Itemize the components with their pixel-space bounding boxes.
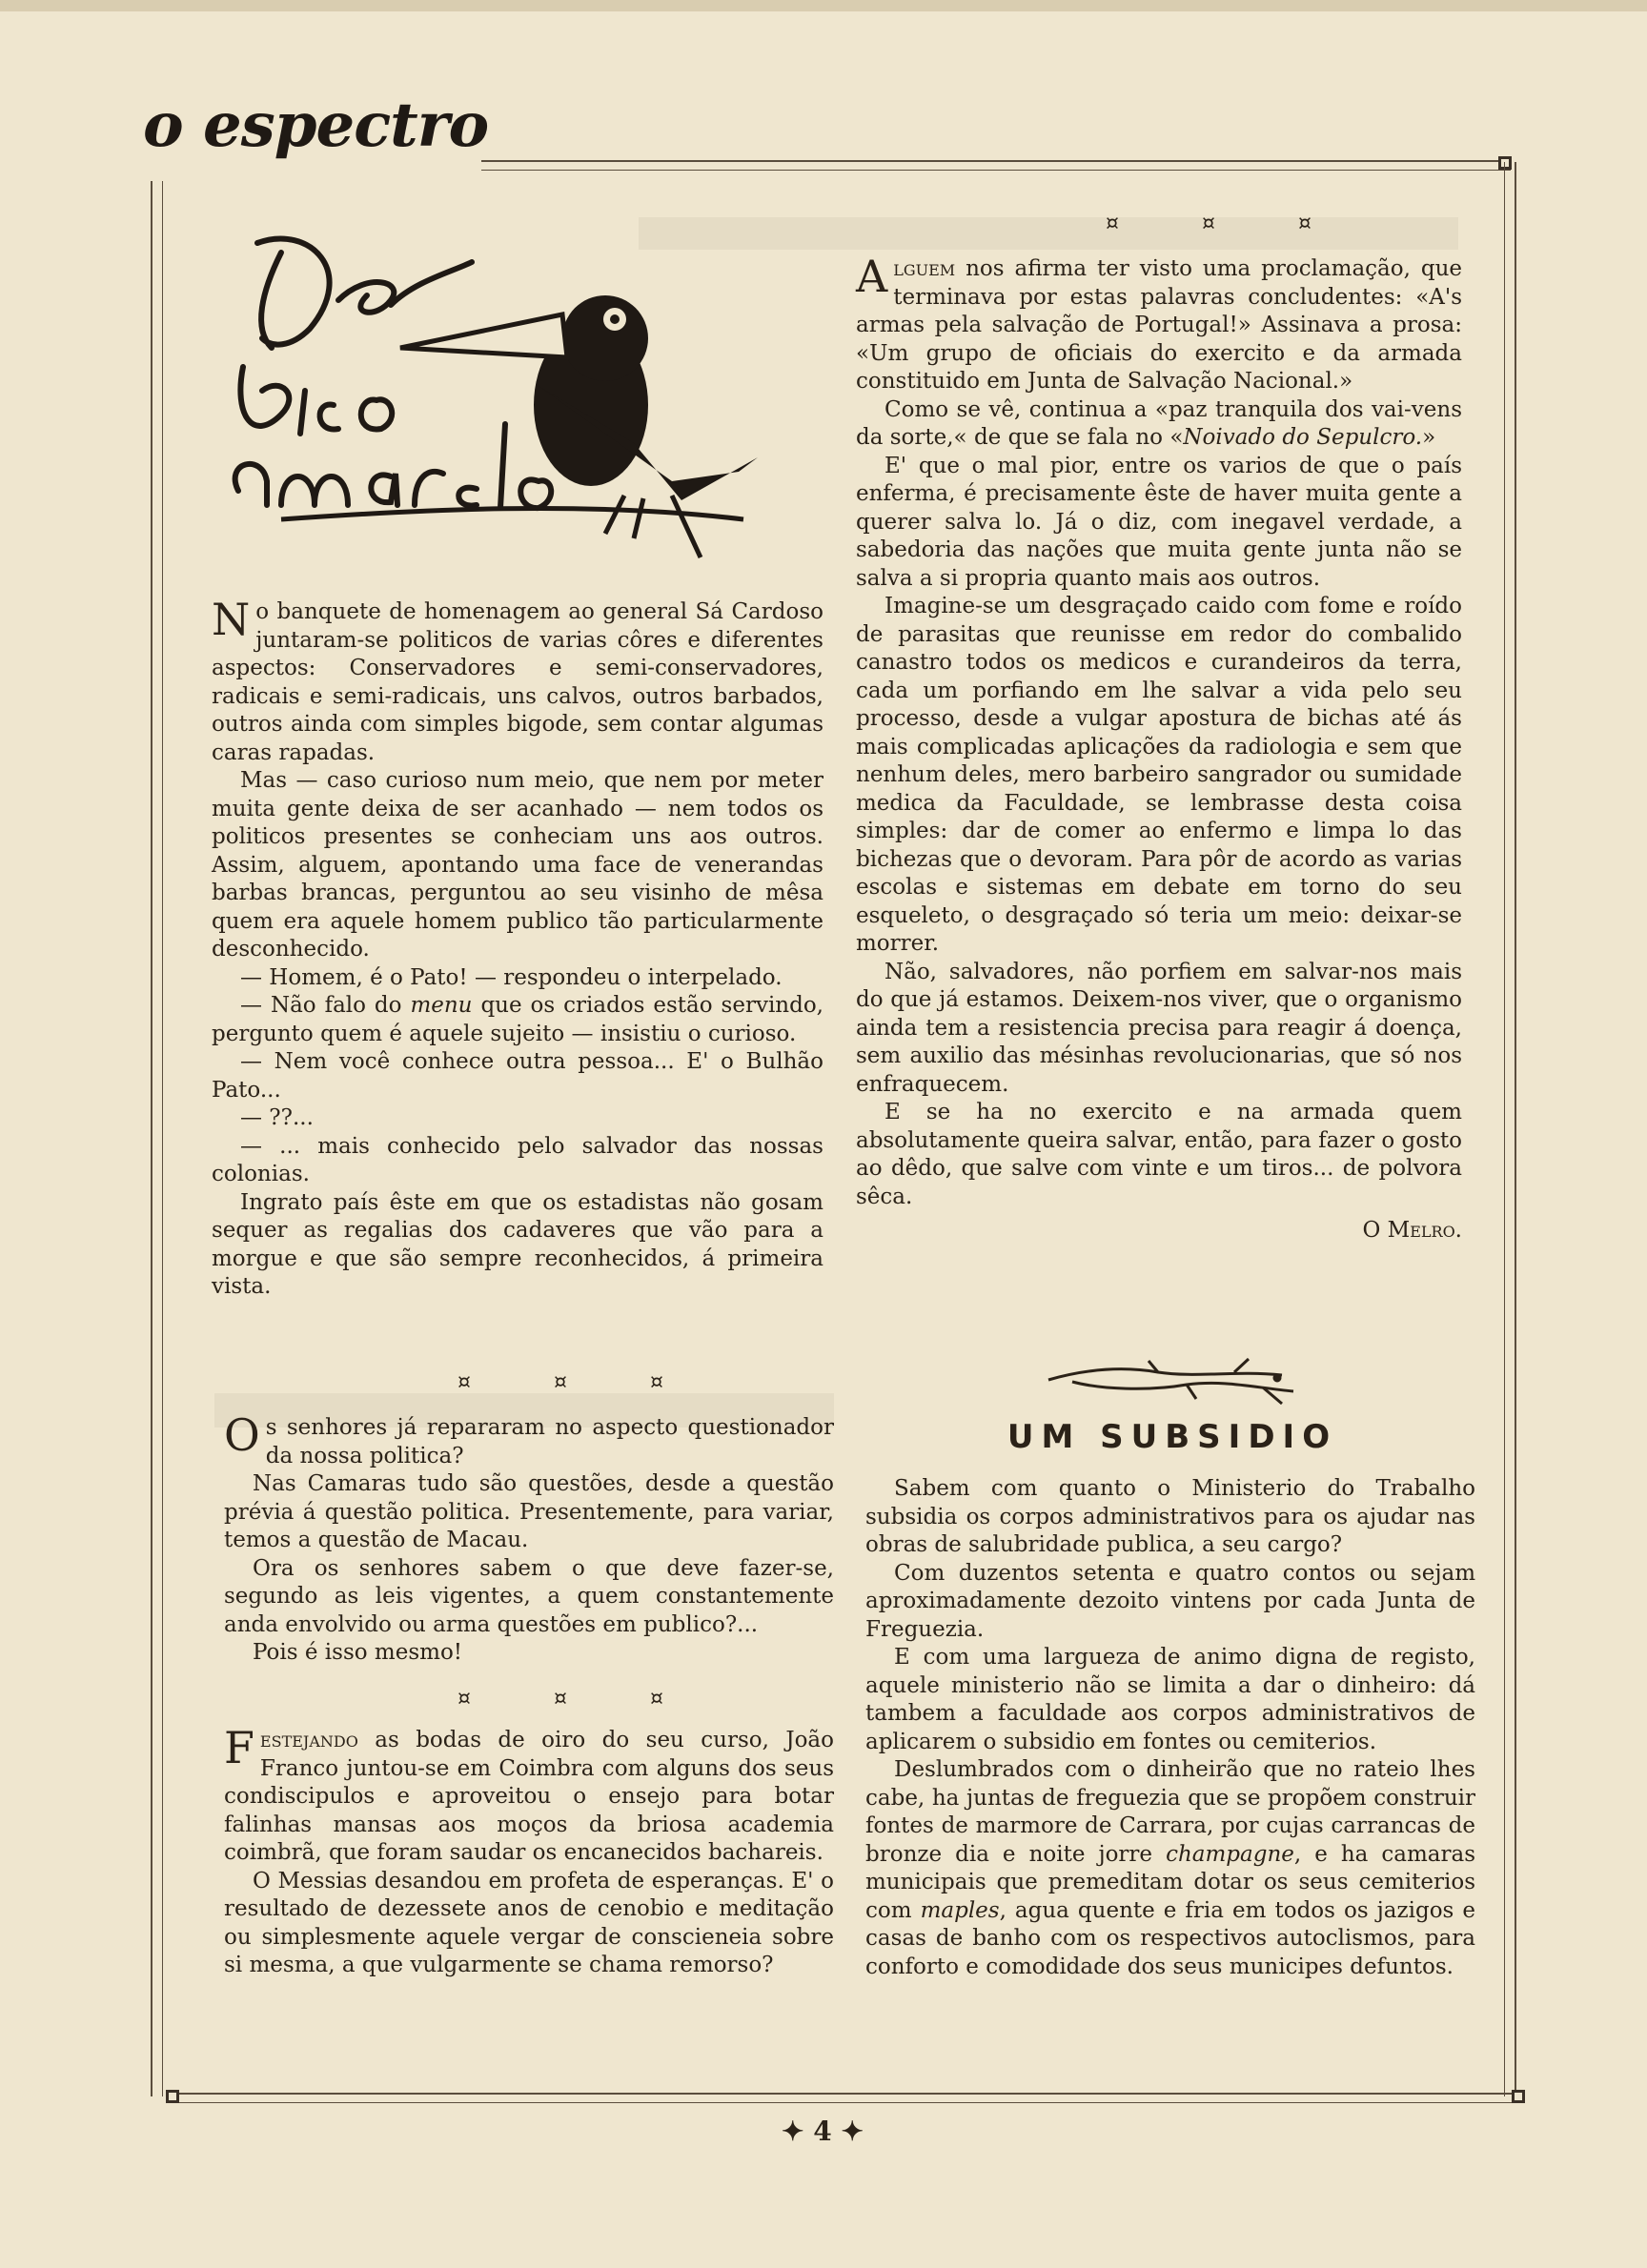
paragraph: Sabem com quanto o Ministerio do Trabalho subsidia os corpos administrativos para os ajudar nas obras de salubridade publica, a seu cargo? xyxy=(865,1476,1475,1557)
paragraph: s senhores já repararam no aspecto questionador da nossa politica? xyxy=(265,1415,834,1468)
corner-ornament xyxy=(1512,2090,1525,2103)
drop-cap: F xyxy=(224,1722,254,1773)
paragraph: O Messias desandou em profeta de esperanças. E' o resultado de dezessete anos de cenobio e meditação ou simplesmente aquele vergar de conscieneia sobre si mesma, a que vulgarmente se chama remorso? xyxy=(224,1868,834,1977)
paragraph: — Nem você conhece outra pessoa... E' o Bulhão Pato... xyxy=(212,1049,824,1103)
paragraph: Não, salvadores, não porfiem em salvar-nos mais do que já estamos. Deixem-nos viver, que o organismo ainda tem a resistencia precisa para reagir á doença, sem auxilio das mésinhas revolucionarias, que só nos enfraquecem. xyxy=(856,959,1462,1097)
left-column-article-1 xyxy=(212,594,824,1302)
drop-cap: A xyxy=(856,251,888,302)
drop-cap: O xyxy=(224,1409,260,1461)
right-column-article-2 xyxy=(865,1475,1475,1981)
paragraph: as bodas de oiro do seu curso, João Franco juntou-se em Coimbra com alguns dos seus condiscipulos e aproveitou o ensejo para botar falinhas mansas aos moços da briosa academia coimbrã, que foram saudar os encanecidos bachareis. xyxy=(224,1728,834,1865)
paragraph: Como se vê, continua a «paz tranquila dos vai-vens da sorte,« de que se fala no «Noivado do Sepulcro.» xyxy=(856,396,1462,450)
paragraph: Nas Camaras tudo são questões, desde a questão prévia á questão politica. Presentemente, para variar, temos a questão de Macau. xyxy=(224,1471,834,1552)
paragraph: Pois é isso mesmo! xyxy=(253,1640,463,1665)
bird-logo-illustration xyxy=(224,224,786,577)
signature: O Melro. xyxy=(1362,1218,1462,1243)
section-divider: ¤ ¤ ¤ xyxy=(458,1687,702,1711)
drop-cap: N xyxy=(212,594,251,645)
paragraph: — Homem, é o Pato! — respondeu o interpelado. xyxy=(240,964,783,990)
paragraph: Imagine-se um desgraçado caido com fome e roído de parasitas que reunisse em redor do combalido canastro todos os medicos e curandeiros da terra, cada um porfiando em lhe salvar a vida pelo seu processo, desde a vulgar apostura de bichas até ás mais complicadas aplicações da radiologia e sem que nenhum deles, mero barbeiro sangrador ou sumidade medica da Faculdade, se lembrasse desta coisa simples: dar de comer ao enfermo e limpa lo das bichezas que o devoram. Para pôr de acordo as varias escolas e sistemas em debate em torno do seu esqueleto, o desgraçado só teria um meio: deixar-se morrer. xyxy=(856,594,1462,956)
paragraph: E com uma largueza de animo digna de registo, aquele ministerio não se limita a dar o dinheiro: dá tambem a faculdade aos corpos administrativos de aplicarem o subsidio em fontes ou cemiterios. xyxy=(865,1645,1475,1754)
section-divider: ¤ ¤ ¤ xyxy=(1106,212,1350,235)
right-column-article-1: Alguem nos afirma ter visto uma proclamação, que terminava por estas palavras concludentes: «A's armas pela salvação de Portugal!» Assinava a prosa: «Um grupo de oficiais do exercito e da armada constituido em Junta de Salvação Nacional.» Como se vê, continua a «paz tranquila dos vai-vens da sorte,« de que se fala no «Noivado do Sepulcro.» E' que o mal pior, entre os varios de que o país enferma, é precisamente êste de haver muita gente a querer salva lo. Já o diz, com inegavel verdade, a sabedoria das nações que muita gente junta não se salva a si propria quanto mais aos outros. Imagine-se um desgraçado caido com fome e roído de parasitas que reunisse em redor do combalido canastro todos os medicos e curandeiros da terra, cada um porfiando em lhe salvar a vida pelo seu processo, desde a vulgar apostura de bichas até ás mais complicadas aplicações da radiologia e sem que nenhum deles, mero barbeiro sangrador ou sumidade medica da Faculdade, se lembrasse desta coisa simples: dar de comer ao enfermo e limpa lo das bichezas que o devoram. Para pôr de acordo as varias escolas e sistemas em debate em torno do seu esqueleto, o desgraçado só teria um meio: deixar-se morrer. Não, salvadores, não porfiem em salvar-nos mais do que já estamos. Deixem-nos viver, que o organismo ainda tem a resistencia precisa para reagir á doença, sem auxilio das mésinhas revolucionarias, que só nos enfraquecem. E se ha no exercito e na armada quem absolutamente queira salvar, então, para fazer o gosto ao dêdo, que salve com vinte e um tiros... de polvora sêca. O Melro. xyxy=(856,255,1462,1245)
right-frame-rule xyxy=(1504,162,1516,2096)
left-column-article-3: Festejando as bodas de oiro do seu curso, João Franco juntou-se em Coimbra com alguns dos seus condiscipulos e aproveitou o ensejo para botar falinhas mansas aos moços da briosa academia coimbrã, que foram saudar os encanecidos bachareis. O Messias desandou em profeta de esperanças. E' o resultado de dezessete anos de cenobio e meditação ou simplesmente aquele vergar de conscieneia sobre si mesma, a que vulgarmente se chama remorso? xyxy=(224,1727,834,1980)
section-title: UM SUBSIDIO xyxy=(1006,1418,1338,1456)
corner-ornament xyxy=(166,2090,179,2103)
paragraph: Com duzentos setenta e quatro contos ou sejam aproximadamente dezoito vintens por cada Junta de Freguezia. xyxy=(865,1560,1475,1642)
paragraph: — ??... xyxy=(240,1105,314,1130)
paragraph: nos afirma ter visto uma proclamação, que terminava por estas palavras concludentes: «A's armas pela salvação de Portugal!» Assinava a prosa: «Um grupo de oficiais do exercito e da armada constituido em Junta de Salvação Nacional.» xyxy=(856,256,1462,394)
paragraph: Ingrato país êste em que os estadistas não gosam sequer as regalias dos cadaveres que vão para a morgue e que são sempre reconhecidos, á primeira vista. xyxy=(212,1189,824,1299)
section-divider: ¤ ¤ ¤ xyxy=(458,1370,702,1394)
paragraph: o banquete de homenagem ao general Sá Cardoso juntaram-se politicos de varias côres e diferentes aspectos: Conservadores e semi-conservadores, radicais e semi-radicais, uns calvos, outros barbados, outros ainda com simples bigode, sem contar algumas caras rapadas. xyxy=(212,599,824,765)
paragraph: Ora os senhores sabem o que deve fazer-se, segundo as leis vigentes, a quem constantemente anda envolvido ou arma questões em publico?... xyxy=(224,1555,834,1637)
bottom-rule xyxy=(172,2093,1515,2103)
paragraph: — ... mais conhecido pelo salvador das nossas colonias. xyxy=(212,1133,824,1186)
left-frame-rule xyxy=(151,181,163,2096)
paragraph: E se ha no exercito e na armada quem absolutamente queira salvar, então, para fazer o gosto ao dêdo, que salve com vinte e um tiros... de polvora sêca. xyxy=(856,1100,1462,1209)
paragraph: — Não falo do menu que os criados estão servindo, pergunto quem é aquele sujeito — insistiu o curioso. xyxy=(212,993,824,1046)
paragraph: Mas — caso curioso num meio, que nem por meter muita gente deixa de ser acanhado — nem todos os politicos presentes se conheciam uns aos outros. Assim, alguem, apontando uma face de venerandas barbas brancas, perguntou ao seu visinho de mêsa quem era aquele homem publico tão particularmente desconhecido. xyxy=(212,768,824,962)
left-column-article-2 xyxy=(224,1409,834,1668)
top-rule xyxy=(481,160,1511,171)
paragraph: E' que o mal pior, entre os varios de que o país enferma, é precisamente êste de haver muita gente a querer salva lo. Já o diz, com inegavel verdade, a sabedoria das nações que muita gente junta não se salva a si propria quanto mais aos outros. xyxy=(856,453,1462,591)
paragraph: Deslumbrados com o dinheirão que no rateio lhes cabe, ha juntas de freguezia que se propõem construir fontes de marmore de Carrara, por cujas carrancas de bronze dia e noite jorre champagne, e ha camaras municipais que premeditam dotar os seus cemiterios com maples, agua quente e fria em todos os jazigos e casas de banho com os respectivos autoclismos, para conforto e comodidade dos seus municipes defuntos. xyxy=(865,1757,1476,1979)
page-number: ✦ 4 ✦ xyxy=(782,2116,864,2147)
lizard-ornament xyxy=(1044,1351,1301,1408)
paper-edge xyxy=(0,0,1647,11)
masthead-title: o espectro xyxy=(143,90,489,161)
